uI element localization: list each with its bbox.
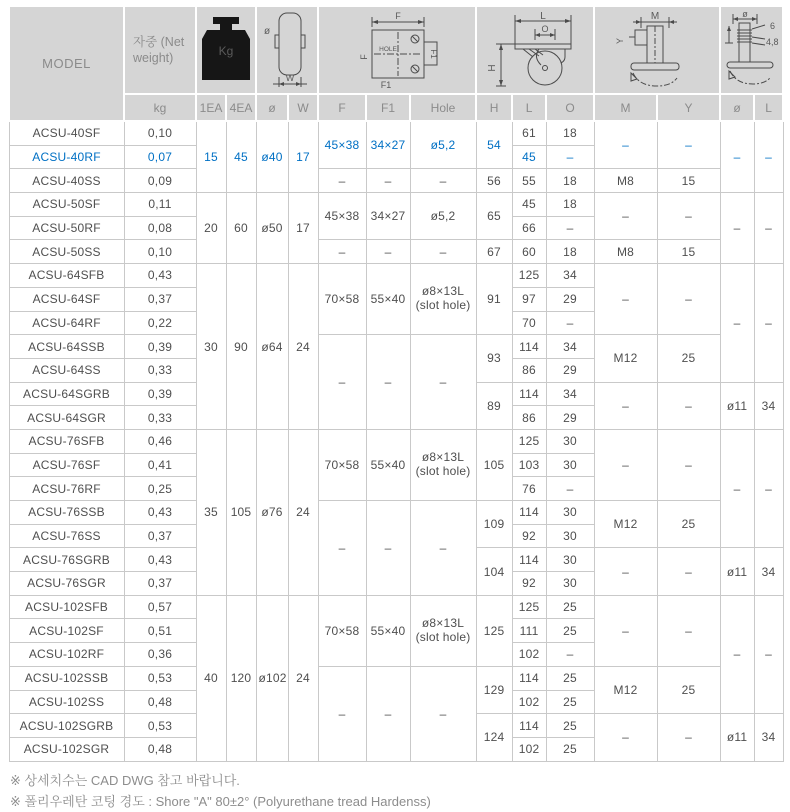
spec-cell: 129 <box>476 666 512 713</box>
spec-cell: 66 <box>512 216 546 240</box>
svg-text:F1: F1 <box>380 80 392 90</box>
spec-cell: 0,48 <box>124 737 196 761</box>
spec-cell: – <box>657 264 720 335</box>
column-header-2: 4EA <box>226 94 256 121</box>
spec-cell: – <box>657 193 720 240</box>
spec-cell: – <box>410 240 476 264</box>
spec-cell: 89 <box>476 382 512 429</box>
table-row <box>9 193 783 217</box>
spec-cell: 40 <box>196 595 226 761</box>
model-cell: ACSU-76SF <box>9 453 124 477</box>
spec-table-body <box>9 121 783 761</box>
spec-cell: – <box>657 382 720 429</box>
spec-cell: 18 <box>546 240 594 264</box>
spec-cell: 114 <box>512 714 546 738</box>
spec-cell: 0,53 <box>124 714 196 738</box>
spec-cell: ø50 <box>256 193 288 264</box>
svg-text:F: F <box>395 11 401 21</box>
spec-cell: ø5,2 <box>410 121 476 169</box>
spec-cell: 93 <box>476 335 512 382</box>
spec-cell: – <box>410 335 476 430</box>
spec-cell: 65 <box>476 193 512 240</box>
model-cell: ACSU-76SGRB <box>9 548 124 572</box>
spec-cell: – <box>657 429 720 500</box>
spec-cell: – <box>318 240 366 264</box>
spec-cell: 0,10 <box>124 121 196 145</box>
spec-cell: 0,43 <box>124 264 196 288</box>
spec-cell: 91 <box>476 264 512 335</box>
spec-cell: – <box>594 264 657 335</box>
spec-cell: 35 <box>196 429 226 595</box>
spec-cell: – <box>754 429 783 547</box>
spec-cell: – <box>720 429 754 547</box>
model-cell: ACSU-76SSB <box>9 501 124 525</box>
spec-cell: 34 <box>546 335 594 359</box>
model-cell: ACSU-76SFB <box>9 429 124 453</box>
spec-cell: 0,10 <box>124 240 196 264</box>
spec-cell: – <box>318 666 366 761</box>
spec-cell: 0,37 <box>124 524 196 548</box>
spec-cell: 70×58 <box>318 429 366 500</box>
spec-cell: 30 <box>546 429 594 453</box>
spec-cell: 25 <box>546 690 594 714</box>
spec-cell: – <box>366 666 410 761</box>
spec-cell: 25 <box>546 714 594 738</box>
model-cell: ACSU-64RF <box>9 311 124 335</box>
spec-cell: – <box>546 643 594 667</box>
spec-cell: 0,46 <box>124 429 196 453</box>
spec-cell: 0,53 <box>124 666 196 690</box>
svg-text:Kg: Kg <box>218 44 234 58</box>
stem-bolt-icon <box>594 6 720 94</box>
spec-cell: 15 <box>657 169 720 193</box>
spec-cell: 24 <box>288 429 318 595</box>
spec-cell: – <box>410 169 476 193</box>
spec-cell: 67 <box>476 240 512 264</box>
spec-cell: 61 <box>512 121 546 145</box>
table-row <box>9 666 783 690</box>
spec-cell: 56 <box>476 169 512 193</box>
spec-cell: 114 <box>512 335 546 359</box>
spec-cell: 20 <box>196 193 226 264</box>
model-cell: ACSU-40SS <box>9 169 124 193</box>
spec-cell: – <box>594 382 657 429</box>
column-header-12: Y <box>657 94 720 121</box>
spec-cell: 105 <box>476 429 512 500</box>
spec-cell: 34×27 <box>366 193 410 240</box>
table-row <box>9 429 783 453</box>
spec-cell: 114 <box>512 382 546 406</box>
spec-cell: – <box>720 595 754 713</box>
spec-cell: 45 <box>512 145 546 169</box>
model-cell: ACSU-102SS <box>9 690 124 714</box>
spec-cell: 120 <box>226 595 256 761</box>
spec-cell: 0,37 <box>124 572 196 596</box>
spec-cell: 25 <box>546 666 594 690</box>
table-row <box>9 264 783 288</box>
spec-cell: 17 <box>288 193 318 264</box>
spec-cell: – <box>657 121 720 169</box>
column-header-1: 1EA <box>196 94 226 121</box>
spec-cell: – <box>318 501 366 596</box>
spec-cell: 0,25 <box>124 477 196 501</box>
spec-cell: – <box>720 264 754 382</box>
spec-cell: – <box>366 169 410 193</box>
spec-cell: 45×38 <box>318 193 366 240</box>
model-cell: ACSU-102SFB <box>9 595 124 619</box>
spec-cell: 111 <box>512 619 546 643</box>
spec-cell: 125 <box>512 595 546 619</box>
spec-cell: ø102 <box>256 595 288 761</box>
spec-cell: – <box>366 501 410 596</box>
spec-cell: ø8×13L (slot hole) <box>410 429 476 500</box>
model-cell: ACSU-102SGRB <box>9 714 124 738</box>
spec-cell: – <box>546 216 594 240</box>
spec-cell: 17 <box>288 121 318 193</box>
spec-cell: 15 <box>196 121 226 193</box>
spec-cell: M8 <box>594 240 657 264</box>
spec-cell: 125 <box>512 264 546 288</box>
spec-cell: 0,48 <box>124 690 196 714</box>
spec-cell: – <box>366 240 410 264</box>
spec-cell: 90 <box>226 264 256 430</box>
model-cell: ACSU-64SFB <box>9 264 124 288</box>
spec-cell: ø8×13L (slot hole) <box>410 595 476 666</box>
table-row <box>9 240 783 264</box>
spec-cell: – <box>546 477 594 501</box>
footnote-cad: ※ 상세치수는 CAD DWG 참고 바랍니다. <box>10 772 240 788</box>
spec-cell: ø11 <box>720 714 754 761</box>
spec-cell: 25 <box>546 737 594 761</box>
spec-cell: 92 <box>512 524 546 548</box>
spec-cell: 0,08 <box>124 216 196 240</box>
spec-cell: – <box>594 548 657 595</box>
spec-cell: 60 <box>512 240 546 264</box>
model-cell: ACSU-76RF <box>9 477 124 501</box>
spec-cell: 18 <box>546 169 594 193</box>
spec-cell: 70 <box>512 311 546 335</box>
spec-cell: – <box>594 193 657 240</box>
spec-cell: 34 <box>754 548 783 595</box>
spec-cell: 30 <box>546 572 594 596</box>
model-cell: ACSU-102SGR <box>9 737 124 761</box>
spec-cell: 86 <box>512 358 546 382</box>
spec-cell: M8 <box>594 169 657 193</box>
spec-cell: 34 <box>754 382 783 429</box>
spec-cell: 55 <box>512 169 546 193</box>
spec-cell: – <box>657 595 720 666</box>
spec-cell: 0,37 <box>124 287 196 311</box>
caster-side-icon <box>476 6 594 94</box>
spec-cell: 92 <box>512 572 546 596</box>
spec-cell: 25 <box>546 595 594 619</box>
spec-cell: 0,39 <box>124 382 196 406</box>
svg-text:6: 6 <box>770 21 776 31</box>
spec-cell: 55×40 <box>366 264 410 335</box>
plate-top-icon <box>318 6 476 94</box>
spec-cell: 109 <box>476 501 512 548</box>
spec-cell: 97 <box>512 287 546 311</box>
spec-cell: 34 <box>546 382 594 406</box>
table-row <box>9 121 783 145</box>
spec-cell: 86 <box>512 406 546 430</box>
spec-cell: 29 <box>546 287 594 311</box>
spec-cell: 70×58 <box>318 595 366 666</box>
caster-spec-table <box>8 5 784 762</box>
svg-text:M: M <box>650 11 660 22</box>
spec-cell: – <box>366 335 410 430</box>
model-cell: ACSU-76SGR <box>9 572 124 596</box>
spec-cell: – <box>318 335 366 430</box>
spec-cell: ø40 <box>256 121 288 193</box>
spec-cell: 18 <box>546 121 594 145</box>
spec-cell: 30 <box>546 524 594 548</box>
spec-cell: 0,09 <box>124 169 196 193</box>
spec-cell: 34×27 <box>366 121 410 169</box>
spec-cell: M12 <box>594 501 657 548</box>
svg-text:F: F <box>359 54 370 60</box>
svg-text:O: O <box>541 24 549 34</box>
spec-cell: 0,33 <box>124 358 196 382</box>
spec-cell: ø5,2 <box>410 193 476 240</box>
model-cell: ACSU-102SSB <box>9 666 124 690</box>
column-header-11: M <box>594 94 657 121</box>
spec-cell: 125 <box>512 429 546 453</box>
column-header-5: F <box>318 94 366 121</box>
spec-cell: 25 <box>657 501 720 548</box>
spec-cell: 30 <box>196 264 226 430</box>
model-column-header: MODEL <box>9 6 124 121</box>
spec-cell: 0,07 <box>124 145 196 169</box>
spec-cell: 124 <box>476 714 512 761</box>
spec-cell: – <box>657 714 720 761</box>
spec-cell: – <box>546 311 594 335</box>
spec-cell: 0,36 <box>124 643 196 667</box>
spec-cell: 0,33 <box>124 406 196 430</box>
spec-cell: 18 <box>546 193 594 217</box>
spec-cell: 125 <box>476 595 512 666</box>
spec-cell: 30 <box>546 453 594 477</box>
model-cell: ACSU-102RF <box>9 643 124 667</box>
model-cell: ACSU-40SF <box>9 121 124 145</box>
spec-cell: – <box>318 169 366 193</box>
spec-cell: – <box>594 429 657 500</box>
svg-text:HOLE: HOLE <box>379 46 397 53</box>
spec-cell: 0,22 <box>124 311 196 335</box>
table-row <box>9 169 783 193</box>
model-cell: ACSU-64SSB <box>9 335 124 359</box>
model-cell: ACSU-64SS <box>9 358 124 382</box>
spec-cell: – <box>546 145 594 169</box>
spec-cell: 60 <box>226 193 256 264</box>
spec-cell: ø11 <box>720 382 754 429</box>
header-icon-row <box>9 6 783 94</box>
column-header-7: Hole <box>410 94 476 121</box>
model-cell: ACSU-64SGR <box>9 406 124 430</box>
spec-cell: 103 <box>512 453 546 477</box>
spec-cell: 0,51 <box>124 619 196 643</box>
spec-cell: – <box>754 264 783 382</box>
model-cell: ACSU-64SGRB <box>9 382 124 406</box>
spec-cell: – <box>720 121 754 193</box>
spec-cell: ø8×13L (slot hole) <box>410 264 476 335</box>
spec-cell: 45 <box>512 193 546 217</box>
spec-cell: M12 <box>594 335 657 382</box>
spec-cell: 102 <box>512 643 546 667</box>
net-weight-header: 자중 (Net weight) <box>124 6 196 94</box>
svg-text:F1: F1 <box>429 49 439 59</box>
spec-cell: – <box>594 121 657 169</box>
spec-cell: 114 <box>512 666 546 690</box>
footnotes <box>8 770 782 812</box>
spec-cell: ø11 <box>720 548 754 595</box>
spec-cell: 25 <box>657 666 720 713</box>
spec-cell: – <box>410 666 476 761</box>
spec-cell: 70×58 <box>318 264 366 335</box>
model-cell: ACSU-50SF <box>9 193 124 217</box>
column-header-10: O <box>546 94 594 121</box>
spec-cell: 55×40 <box>366 595 410 666</box>
spec-cell: 0,43 <box>124 548 196 572</box>
spec-cell: – <box>754 121 783 193</box>
weight-kg-icon <box>196 6 256 94</box>
spec-cell: 104 <box>476 548 512 595</box>
header-label-row <box>9 94 783 121</box>
spec-cell: 45×38 <box>318 121 366 169</box>
spec-cell: 54 <box>476 121 512 169</box>
column-header-14: L <box>754 94 783 121</box>
spec-cell: 0,57 <box>124 595 196 619</box>
table-row <box>9 335 783 359</box>
spec-cell: 25 <box>657 335 720 382</box>
spec-cell: 0,41 <box>124 453 196 477</box>
spec-cell: 114 <box>512 501 546 525</box>
svg-text:L: L <box>540 11 546 22</box>
spec-cell: M12 <box>594 666 657 713</box>
spec-cell: 105 <box>226 429 256 595</box>
model-cell: ACSU-64SF <box>9 287 124 311</box>
spec-cell: 29 <box>546 358 594 382</box>
model-cell: ACSU-40RF <box>9 145 124 169</box>
svg-text:H: H <box>487 64 499 72</box>
footnote-hardness: ※ 폴리우레탄 코팅 경도 : Shore "A" 80±2° (Polyurethane tread Hardenss) <box>10 794 431 809</box>
spec-cell: 34 <box>546 264 594 288</box>
model-cell: ACSU-76SS <box>9 524 124 548</box>
spec-cell: 30 <box>546 501 594 525</box>
svg-text:ø: ø <box>264 26 271 37</box>
spec-cell: 102 <box>512 737 546 761</box>
spec-cell: 15 <box>657 240 720 264</box>
spec-cell: 24 <box>288 595 318 761</box>
spec-cell: ø76 <box>256 429 288 595</box>
stem-thread-icon <box>720 6 783 94</box>
spec-cell: 102 <box>512 690 546 714</box>
spec-cell: – <box>594 714 657 761</box>
table-row <box>9 595 783 619</box>
spec-cell: 45 <box>226 121 256 193</box>
spec-cell: 114 <box>512 548 546 572</box>
spec-cell: 34 <box>754 714 783 761</box>
spec-cell: 25 <box>546 619 594 643</box>
spec-cell: 0,11 <box>124 193 196 217</box>
column-header-8: H <box>476 94 512 121</box>
column-header-9: L <box>512 94 546 121</box>
spec-cell: 55×40 <box>366 429 410 500</box>
wheel-front-icon <box>256 6 318 94</box>
column-header-4: W <box>288 94 318 121</box>
spec-cell: – <box>754 193 783 264</box>
svg-text:ø: ø <box>742 10 748 19</box>
column-header-13: ø <box>720 94 754 121</box>
spec-cell: – <box>594 595 657 666</box>
svg-text:Y: Y <box>615 37 626 45</box>
spec-cell: 24 <box>288 264 318 430</box>
spec-cell: 30 <box>546 548 594 572</box>
spec-cell: 29 <box>546 406 594 430</box>
spec-cell: 76 <box>512 477 546 501</box>
spec-cell: – <box>410 501 476 596</box>
column-header-3: ø <box>256 94 288 121</box>
spec-cell: – <box>754 595 783 713</box>
spec-cell: – <box>720 193 754 264</box>
column-header-6: F1 <box>366 94 410 121</box>
spec-cell: – <box>657 548 720 595</box>
table-row <box>9 501 783 525</box>
svg-text:W: W <box>285 73 295 83</box>
svg-text:4,8: 4,8 <box>766 37 779 47</box>
model-cell: ACSU-50SS <box>9 240 124 264</box>
spec-cell: 0,43 <box>124 501 196 525</box>
model-cell: ACSU-102SF <box>9 619 124 643</box>
model-cell: ACSU-50RF <box>9 216 124 240</box>
spec-cell: 0,39 <box>124 335 196 359</box>
column-header-0: kg <box>124 94 196 121</box>
spec-cell: ø64 <box>256 264 288 430</box>
